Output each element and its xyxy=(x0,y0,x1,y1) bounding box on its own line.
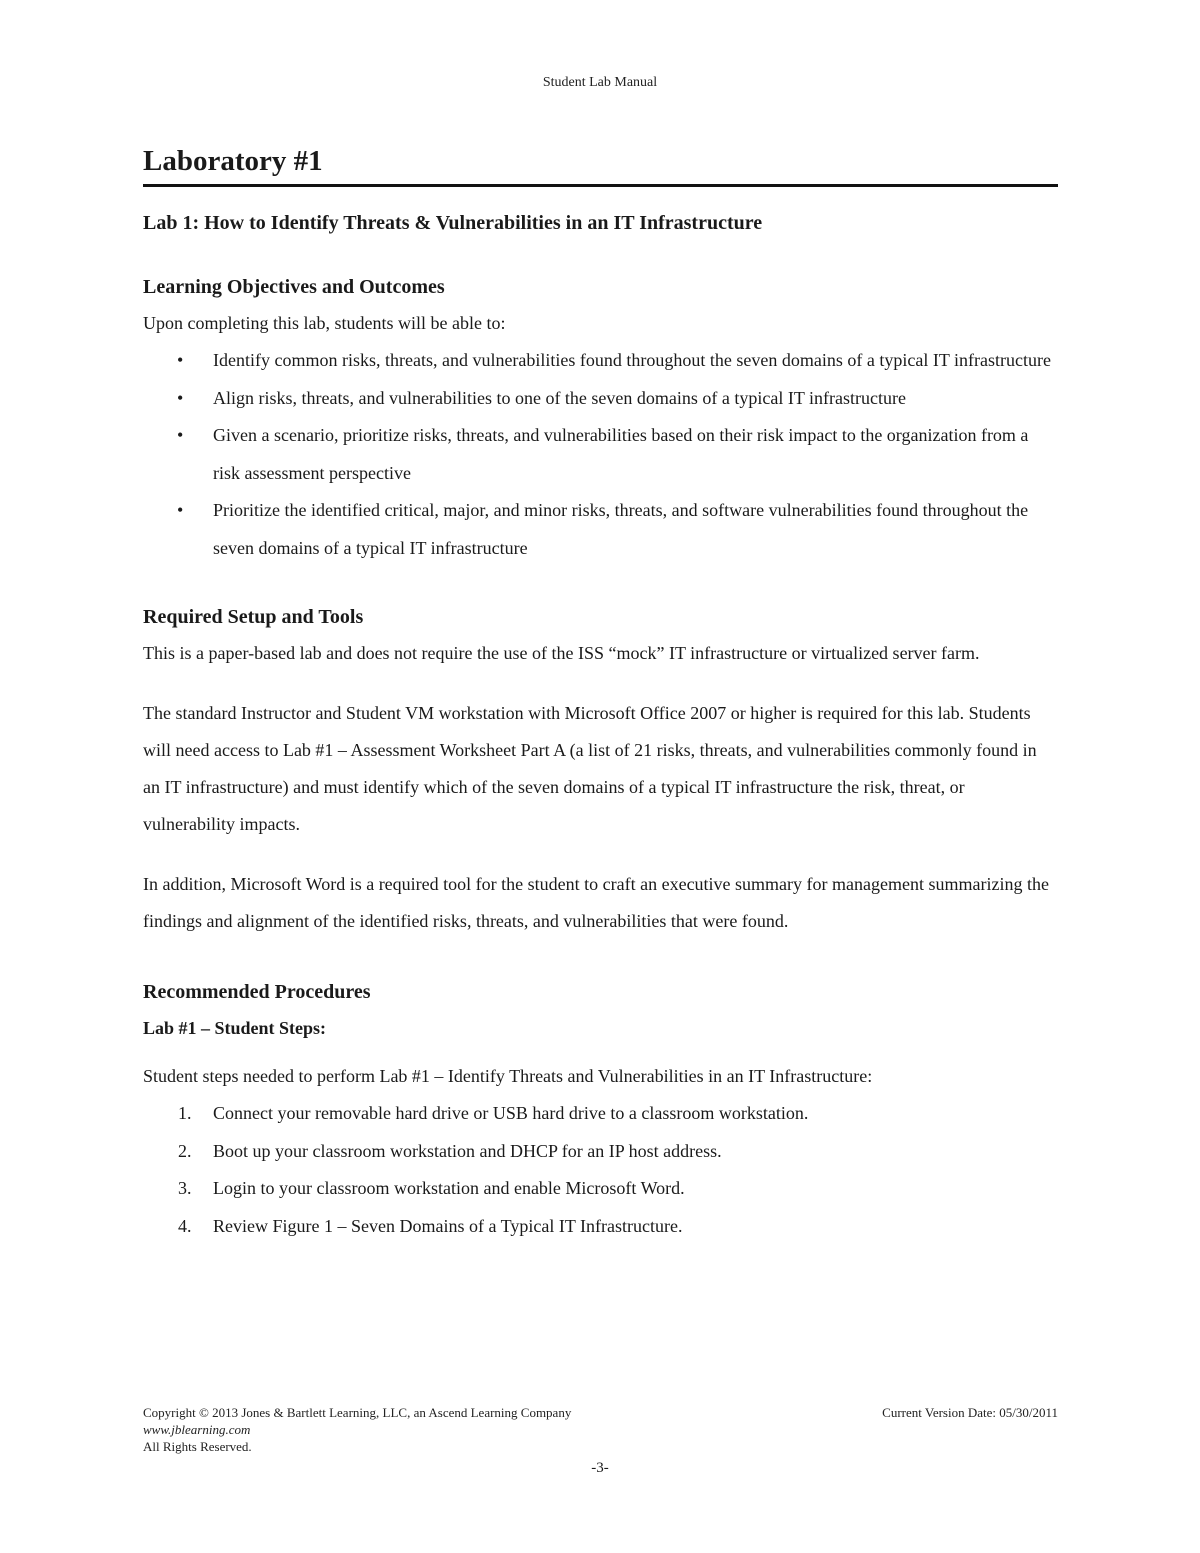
page-number: -3- xyxy=(591,1460,609,1476)
copyright-text: Copyright © 2013 Jones & Bartlett Learning, LLC, an Ascend Learning Company xyxy=(143,1405,572,1420)
step-text: Connect your removable hard drive or USB hard drive to a classroom workstation. xyxy=(213,1103,809,1123)
bullet-icon: • xyxy=(177,500,184,520)
objectives-list xyxy=(143,342,1058,567)
running-header: Student Lab Manual xyxy=(542,75,658,90)
setup-heading: Required Setup and Tools xyxy=(143,606,364,628)
bullet-icon: • xyxy=(177,387,184,408)
lab-title: Laboratory #1 xyxy=(143,140,1058,187)
bullet-icon: • xyxy=(177,425,184,445)
procedures-heading: Recommended Procedures xyxy=(143,981,371,1003)
page-footer xyxy=(143,1404,1058,1455)
list-item xyxy=(143,1208,1058,1246)
footer-left xyxy=(143,1404,571,1455)
list-item-text: Align risks, threats, and vulnerabilities to one of the seven domains of a typical IT infrastructure xyxy=(213,387,906,408)
list-item-text: Identify common risks, threats, and vulnerabilities found throughout the seven domains of a typical IT infrastructure xyxy=(213,350,1051,370)
step-text: Review Figure 1 – Seven Domains of a Typical IT Infrastructure. xyxy=(213,1215,683,1236)
procedures-intro: Student steps needed to perform Lab #1 – Identify Threats and Vulnerabilities in an IT Infrastructure: xyxy=(143,1066,873,1086)
step-text: Boot up your classroom workstation and DHCP for an IP host address. xyxy=(213,1140,722,1161)
list-item xyxy=(143,1095,1058,1133)
list-item xyxy=(143,1133,1058,1171)
setup-paragraph-2: The standard Instructor and Student VM workstation with Microsoft Office 2007 or higher is required for this lab. Students will need access to Lab #1 – Assessment Worksheet Part A (a list of 21 risks, threats, and vulnerabilities commonly found in an IT infrastructure) and must identify which of the seven domains of a typical IT infrastructure the risk, threat, or vulnerability impacts. xyxy=(143,703,1037,834)
list-item-text: Given a scenario, prioritize risks, threats, and vulnerabilities based on their risk impact to the organization from a risk assessment perspective xyxy=(213,425,1029,483)
list-item xyxy=(143,417,1058,492)
publisher-link[interactable]: www.jblearning.com xyxy=(143,1422,251,1437)
step-number: 4. xyxy=(178,1215,192,1236)
procedures-subheading: Lab #1 – Student Steps: xyxy=(143,1018,327,1038)
objectives-intro: Upon completing this lab, students will be able to: xyxy=(143,313,506,333)
list-item xyxy=(143,1170,1058,1208)
procedures-steps xyxy=(143,1095,1058,1245)
step-number: 2. xyxy=(178,1140,192,1161)
version-date: Current Version Date: 05/30/2011 xyxy=(882,1405,1058,1420)
step-text: Login to your classroom workstation and enable Microsoft Word. xyxy=(213,1178,685,1198)
setup-paragraph-1: This is a paper-based lab and does not require the use of the ISS “mock” IT infrastructure or virtualized server farm. xyxy=(143,643,980,663)
list-item-text: Prioritize the identified critical, major, and minor risks, threats, and software vulnerabilities found throughout the seven domains of a typical IT infrastructure xyxy=(213,500,1029,558)
list-item xyxy=(143,380,1058,418)
setup-paragraph-3: In addition, Microsoft Word is a required tool for the student to craft an executive summary for management summarizing the findings and alignment of the identified risks, threats, and vulnerabilities that were found. xyxy=(143,874,1049,931)
step-number: 3. xyxy=(178,1178,192,1198)
lab-subtitle: Lab 1: How to Identify Threats & Vulnerabilities in an IT Infrastructure xyxy=(143,212,763,234)
step-number: 1. xyxy=(178,1103,192,1123)
list-item xyxy=(143,492,1058,567)
bullet-icon: • xyxy=(177,350,184,370)
objectives-heading: Learning Objectives and Outcomes xyxy=(143,276,445,298)
list-item xyxy=(143,342,1058,380)
rights-text: All Rights Reserved. xyxy=(143,1439,252,1454)
page-content xyxy=(143,140,1058,1245)
